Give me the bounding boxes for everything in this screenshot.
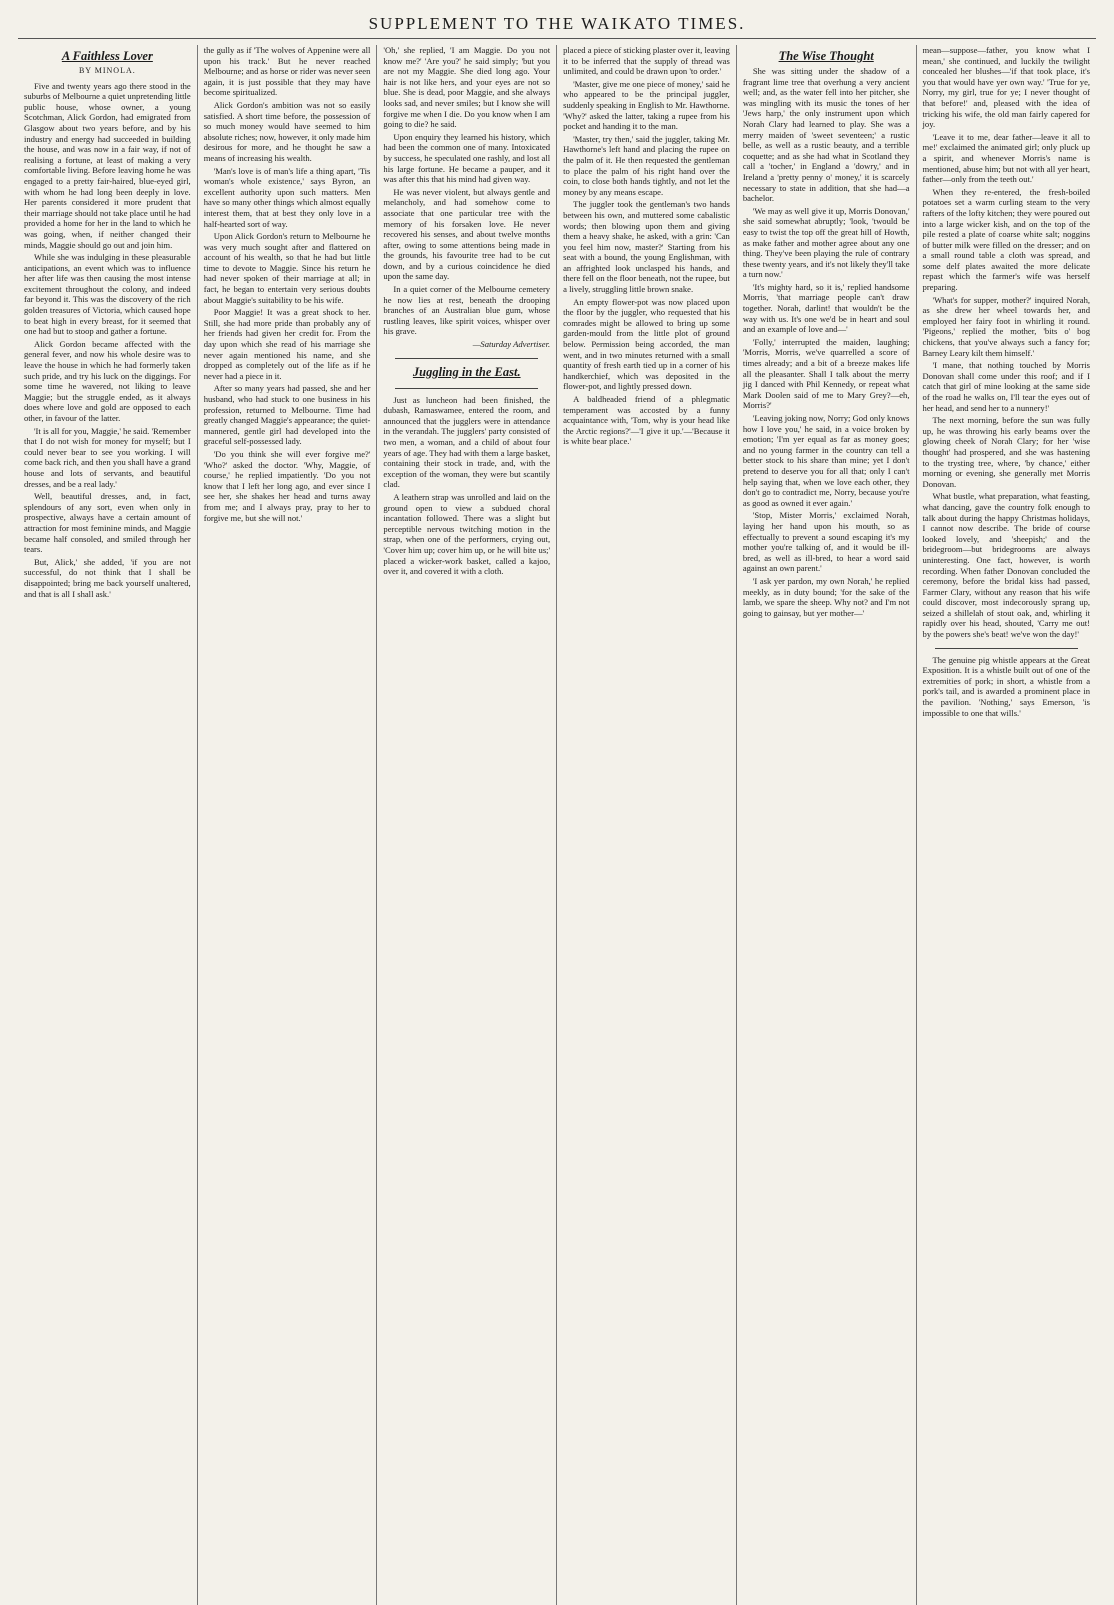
- paragraph: An empty flower-pot was now placed upon the floor by the juggler, who requested that his comrades might be allowed to bring up some garden-mould from the little plot of ground below. Permission being accorded, the man went, and in two minutes returned with a small quantity of fresh earth tied up in a corner of his handkerchief, which was deposited in the flower-pot, and lightly pressed down.: [563, 296, 730, 392]
- source-credit: —Saturday Advertiser.: [472, 339, 551, 350]
- paragraph: 'Folly,' interrupted the maiden, laughing; 'Morris, Morris, we've quarrelled a score of times already; and a bit of a breeze makes life all the pleasanter. Shall I talk about the merry jig I danced with Phil Kennedy, or repeat what Mark Doolen said of me to Mary Grey?—eh, Morris?': [742, 336, 910, 411]
- byline: BY MINOLA.: [78, 66, 136, 75]
- paragraph: While she was indulging in these pleasurable anticipations, an event which was to influence her after life was then causing the most intense excitement throughout the colony, and indeed far beyond it. This was the discovery of the rich golden treasures of Victoria, which caused hope to beat high in every breast, for it seemed that one had but to stoop and gather a fortune.: [24, 252, 191, 337]
- paragraph: In a quiet corner of the Melbourne cemetery he now lies at rest, beneath the drooping branches of an Australian blue gum, whose rustling leaves, like spirit voices, whisper over his grave.: [383, 284, 551, 337]
- section-divider: [935, 648, 1079, 649]
- paragraph: She was sitting under the shadow of a fragrant lime tree that overhung a very ancient well; and, as the water fell into her pitcher, she was mingling with its music the tones of her 'Jews harp,' the only instrument upon which Norah Clary had learned to play. She was a merry maiden of 'sweet seventeen;' a rustic belle, as well as a rustic beauty, and a terrible coquette; and as she had what in Scotland they call a 'tocher,' in England a 'dowry,' and in Ireland a 'pretty penny o' money,' it is scarcely necessary to state in addition, that she had—a bachelor.: [742, 66, 910, 204]
- section-divider: [395, 358, 538, 359]
- section-divider: [395, 388, 538, 389]
- paragraph: Poor Maggie! It was a great shock to her. Still, she had more pride than probably any of her friends had given her credit for. From the day upon which she read of his marriage she never again mentioned his name, and she dropped as completely out of the life as if he never had a piece in it.: [203, 307, 371, 381]
- paragraph: Upon enquiry they learned his history, which had been the common one of many. Intoxicated by success, he speculated one rashly, and lost all his large fortune. He became a pauper, and it was after this that his mind had given way.: [383, 131, 551, 185]
- paragraph: 'It's mighty hard, so it is,' replied handsome Morris, 'that marriage people can't draw together. Norah, darlint! that wouldn't be the way with us. It's one we'd be in heart and soul and an example of love and—': [742, 281, 910, 335]
- paragraph: 'I ask yer pardon, my own Norah,' he replied meekly, as in duty bound; 'for the sake of the lamb, we spare the sheep. Why not? and I'm not going to gainsay, but yer mother—': [742, 575, 910, 618]
- story-title: The Wise Thought: [778, 49, 874, 63]
- paragraph: 'We may as well give it up, Morris Donovan,' she said somewhat abruptly; 'look, 'twould be easy to twist the top off the great hill of Howth, as make father and mother agree about any one thing. They've been playing the rule of contrary these twenty years, and it's not likely they'll take a turn now.': [742, 205, 910, 280]
- paragraph: He was never violent, but always gentle and melancholy, and had somehow come to associate that one particular tree with the memory of his forsaken love. He never recovered his senses, and about twelve months after, owing to some attentions being made in the grounds, his favourite tree had to be cut down, and by a curious coincidence he died upon the same day.: [383, 186, 551, 282]
- paragraph: A leathern strap was unrolled and laid on the ground open to view a subdued choral incantation followed. There was a slight but perceptible nervous twitching motion in the strap, when one of the performers, crying out, 'Cover him up; cover him up, or he will bite us;' placed a wicker-work basket, called a kajoo, over it, and covered it with a cloth.: [383, 491, 551, 577]
- paragraph: 'It is all for you, Maggie,' he said. 'Remember that I do not wish for money for myself; but I could never bear to see you working. I will come back rich, and then you shall have a grand house and lots of servants, and beautiful dresses, and be a real lady.': [24, 425, 191, 489]
- masthead: SUPPLEMENT TO THE WAIKATO TIMES.: [18, 14, 1096, 39]
- story-title: A Faithless Lover: [61, 49, 153, 63]
- paragraph: 'Master, try then,' said the juggler, taking Mr. Hawthorne's left hand and placing the rupee on the palm of it. He then requested the gentleman to place the palm of his right hand over the coin, to close both hands tightly, and not let the money by any means escape.: [563, 133, 730, 197]
- paragraph: Alick Gordon became affected with the general fever, and now his whole desire was to leave the house in which he had formerly taken such pride, and try his luck on the diggings. For some time he wavered, not liking to leave Maggie; but the struggle ended, as it always does where love and gold are opposed to each other, in favour of the latter.: [24, 338, 191, 423]
- paragraph: Just as luncheon had been finished, the dubash, Ramaswamee, entered the room, and announced that the jugglers were in attendance in the verandah. The jugglers' party consisted of two men, a woman, and a child of about four years of age. They had with them a large basket, containing their stock in trade, and, with the exception of the woman, they were but scantily clad.: [383, 394, 551, 490]
- paragraph: What bustle, what preparation, what feasting, what dancing, gave the country folk enough to talk about during the happy Christmas holidays, I cannot now describe. The bride of course looked lovely, and 'sheepish;' and the bridegroom—but bridegrooms are always uninteresting. One fact, however, is worth recording. When father Donovan concluded the ceremony, before the bridal kiss had passed, Farmer Clary, without any reason that his wife could discover, most indecorously sprang up, seized a shillelah of stout oak, and, whirling it rapidly over his head, shouted, 'Carry me out! by the powers she's beat! we've won the day!': [922, 491, 1091, 640]
- paragraph: 'Oh,' she replied, 'I am Maggie. Do you not know me?' 'Are you?' he said simply; 'but you are not my Maggie. She died long ago. Your hair is not like hers, and your eyes are not so blue. She is dead, poor Maggie, and she always looks sad, and never smiles; but I know she will forgive me when I die. Do you know when I am going to die? he said.: [383, 45, 551, 130]
- paragraph: 'Master, give me one piece of money,' said he who appeared to be the principal juggler, suddenly speaking in English to Mr. Hawthorne. 'Why?' asked the latter, taking a rupee from his pocket and handing it to the man.: [563, 78, 730, 132]
- paragraph: placed a piece of sticking plaster over it, leaving it to be inferred that the supply of thread was unlimited, and could be drawn upon 'to order.': [563, 45, 730, 77]
- paragraph: the gully as if 'The wolves of Appenine were all upon his track.' But he never reached Melbourne; and as horse or rider was never seen again, it is just possible that they may have become spiritualized.: [203, 45, 371, 98]
- paragraph: 'Do you think she will ever forgive me?' 'Who?' asked the doctor. 'Why, Maggie, of course,' he replied impatiently. 'Do you not know that I left her long ago, and ever since I see her, she shakes her head and turns away from me; and I always pray, pray to her to forgive me, but she will not.': [203, 448, 371, 523]
- paragraph: Well, beautiful dresses, and, in fact, splendours of any sort, even when only in prospective, always have a certain amount of attraction for most feminine minds, and Maggie became half consoled, and smiled through her tears.: [24, 491, 191, 555]
- column-container: [18, 45, 1096, 1605]
- paragraph: After so many years had passed, she and her husband, who had stuck to one business in his profession, returned to Melbourne. Time had greatly changed Maggie's appearance; the quiet-mannered, gentle girl had developed into the graceful self-possessed lady.: [203, 383, 371, 447]
- paragraph: 'I mane, that nothing touched by Morris Donovan shall come under this roof; and if I catch that girl of mine looking at the same side of the road he walks on, I'll tear the eyes out of her head, and send her to a nunnery!': [922, 360, 1091, 413]
- paragraph: mean—suppose—father, you know what I mean,' she continued, and luckily the twilight concealed her blushes—'if that took place, it's you that would have yer own way.' 'True for ye, Norry, my girl, true for ye; I never thought of that before!' and, pleased with the idea of tricking his wife, the old man fairly capered for joy.: [922, 45, 1091, 130]
- column-2: [198, 45, 378, 1605]
- column-4: [557, 45, 737, 1605]
- paragraph: A baldheaded friend of a phlegmatic temperament was accosted by a funny acquaintance with, 'Tom, why is your head like the Arctic regions?'—'I give it up.'—'Because it is white bear place.': [563, 394, 730, 447]
- paragraph: The next morning, before the sun was fully up, he was throwing his early beams over the glowing cheek of Norah Clary; for her 'wise thought' had prospered, and she was hastening to the trysting tree, where, 'by chance,' either morning or evening, she generally met Morris Donovan.: [922, 415, 1091, 489]
- paragraph: When they re-entered, the fresh-boiled potatoes set a warm curling steam to the very rafters of the lofty kitchen; they were poured out into a large wicker kish, and on the top of the pile rested a plate of coarse white salt; noggins of butter milk were filled on the dresser; and on a small round table a cloth was spread, and some delf plates awaited the more delicate repast which the farmer's wife was herself preparing.: [922, 186, 1091, 293]
- paragraph: Upon Alick Gordon's return to Melbourne he was very much sought after and flattered on account of his wealth, so that he had but little time to devote to Maggie. Since his return he had never spoken of their marriage at all; in fact, he began to entertain very serious doubts about Maggie's suitability to be his wife.: [203, 231, 371, 305]
- paragraph: Alick Gordon's ambition was not so easily satisfied. A short time before, the possession of so much money would have seemed to him absolute riches; now, however, it only made him desirous for more, and he thought he saw a means of increasing his wealth.: [203, 99, 371, 163]
- paragraph: 'Man's love is of man's life a thing apart, 'Tis woman's whole existence,' says Byron, an excellent authority upon such matters. Men have so many other things which almost equally interest them, that at best they only love in a half-hearted sort of way.: [203, 165, 371, 229]
- paragraph: The juggler took the gentleman's two hands between his own, and muttered some cabalistic words; then blowing upon them and giving them a heavy shake, he asked, with a grin: 'Can you feel him now, master?' Starting from his seat with a bound, the young Englishman, with an affrighted look unclasped his hands, and there fell on the floor beneath, not the rupee, but a lively, struggling little brown snake.: [563, 199, 730, 295]
- column-5: [737, 45, 917, 1605]
- paragraph: But, Alick,' she added, 'if you are not successful, do not think that I shall be disappointed; bring me back yourself unaltered, and that is all I shall ask.': [24, 556, 191, 599]
- column-6: [917, 45, 1097, 1605]
- paragraph: 'Leaving joking now, Norry; God only knows how I love you,' he said, in a voice broken by emotion; 'I'm yer equal as far as money goes; and no young farmer in the country can tell a better stock to his share than mine; yet I don't pretend to deserve you for all that; only I can't help saying that, when we love each other, they don't go to contradict me, Norry, because you're as good as owned it ever again.': [742, 413, 910, 508]
- paragraph: 'What's for supper, mother?' inquired Norah, as she drew her wheel towards her, and employed her fairy foot in whirling it round. 'Pigeons,' replied the mother, 'bits o' bog chickens, that you've always such a fancy for; Barney Leary kilt them himself.': [922, 294, 1091, 358]
- paragraph: 'Stop, Mister Morris,' exclaimed Norah, laying her hand upon his mouth, so as effectually to prevent a sound escaping it's my mother you're talking of, and it would be ill-bred, as well as ill-bred, to hear a word said against an own parent.': [742, 510, 910, 574]
- paragraph: The genuine pig whistle appears at the Great Exposition. It is a whistle built out of one of the extremities of pork; in short, a whistle from a pork's tail, and is awarded a prominent place in the pavilion. 'Nothing,' says Emerson, 'is impossible to one that wills.': [922, 654, 1091, 718]
- paragraph: 'Leave it to me, dear father—leave it all to me!' exclaimed the animated girl; only pluck up a spirit, and whenever Morris's name is mentioned, abuse him; but not with all yer heart, father—only from the teeth out.': [922, 131, 1091, 185]
- story-title: Juggling in the East.: [412, 364, 521, 379]
- column-3: [377, 45, 557, 1605]
- column-1: [18, 45, 198, 1605]
- paragraph: Five and twenty years ago there stood in the suburbs of Melbourne a quiet unpretending little public house, whose owner, a young Scotchman, Alick Gordon, had emigrated from Glasgow about two years before, and by his industry and energy had succeeded in building the house, and was now in a fair way, if not of realising a fortune, at least of making a very comfortable living. Before leaving home he was engaged to a pretty fair-haired, blue-eyed girl, with whom he had long been deeply in love. Her parents considered it more prudent that their marriage should not take place until he had provided a home for her in the land to which he was going, when, if neither changed their minds, Maggie should go out and join him.: [24, 80, 191, 250]
